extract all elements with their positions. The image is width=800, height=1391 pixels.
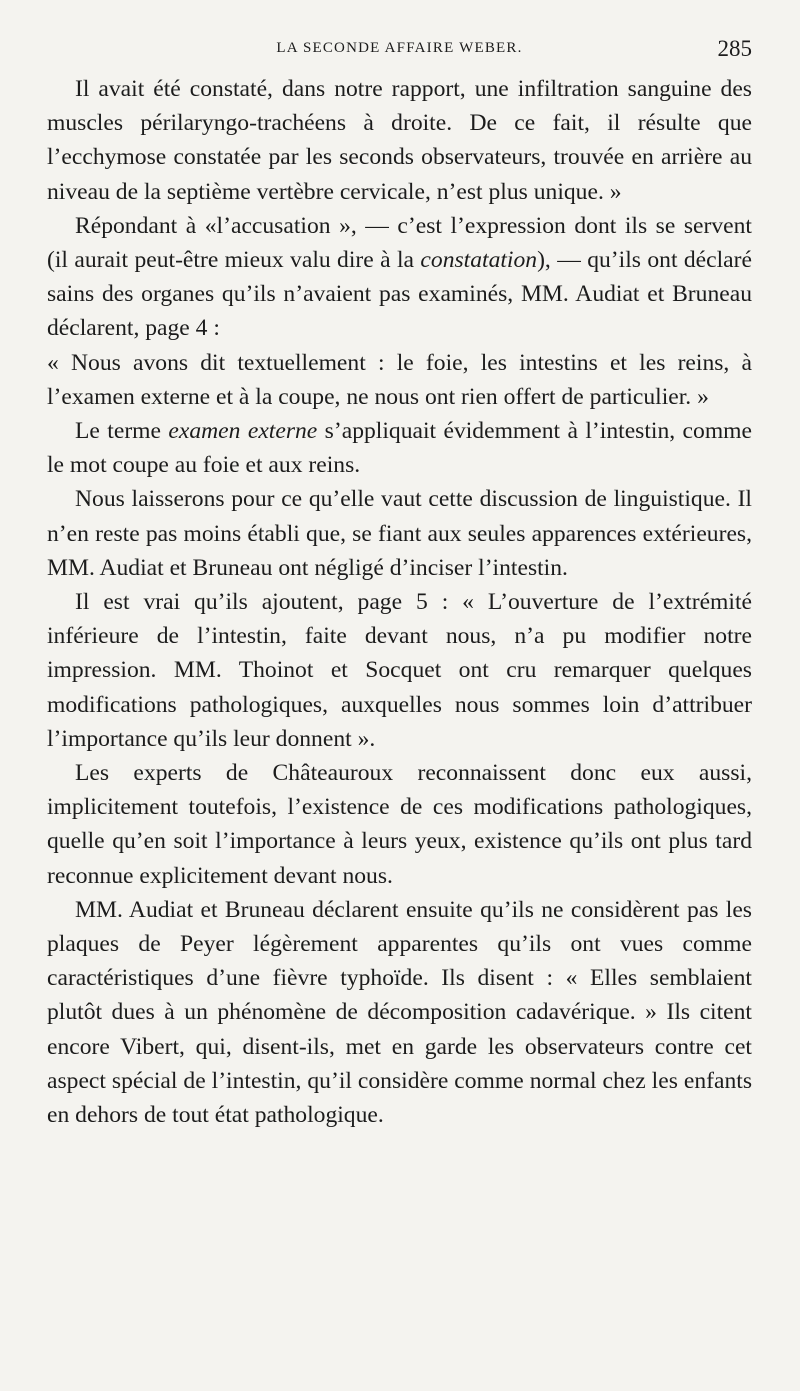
page-number: 285: [717, 36, 752, 61]
running-head: [47, 36, 752, 62]
paragraph-2-part-1: Répondant à «l’accusation », — c’est l’expression dont ils se servent (il aurait peut-être mieux valu dire à la: [47, 212, 752, 274]
paragraph-4-italic: examen externe: [168, 418, 318, 445]
paragraph-4: [47, 414, 752, 482]
paragraph-4-part-2: s’appliquait évidemment à l’intestin, comme le mot coupe au foie et aux reins.: [47, 418, 752, 479]
paragraph-3-quote: « Nous avons dit textuellement : le foie, les intestins et les reins, à l’examen externe et à la coupe, ne nous ont rien offert de particulier. »: [47, 349, 752, 410]
paragraph-6: Il est vrai qu’ils ajoutent, page 5 : « L’ouverture de l’extrémité inférieure de l’intestin, faite devant nous, n’a pu modifier notre impression. MM. Thoinot et Socquet ont cru remarquer quelques modifications pathologiques, auxquelles nous sommes loin d’attribuer l’importance qu’ils leur donnent ».: [47, 589, 752, 752]
body-text: [47, 72, 752, 1132]
paragraph-4-part-1: Le terme: [75, 418, 169, 445]
paragraph-5: Nous laisserons pour ce qu’elle vaut cette discussion de linguistique. Il n’en reste pas moins établi que, se fiant aux seules apparences extérieures, MM. Audiat et Bruneau ont négligé d’inciser l’intestin.: [47, 486, 752, 581]
paragraph-1: Il avait été constaté, dans notre rapport, une infiltration sanguine des muscles périlaryngo-trachéens à droite. De ce fait, il résulte que l’ecchymose constatée par les seconds observateurs, trouvée en arrière au niveau de la septième vertèbre cervicale, n’est plus unique. »: [47, 76, 752, 205]
paragraph-2: [47, 209, 752, 346]
paragraph-2-italic: constatation: [420, 247, 538, 274]
running-title: LA SECONDE AFFAIRE WEBER.: [276, 40, 523, 56]
paragraph-2-part-2: ), — qu’ils ont déclaré sains des organes qu’ils n’avaient pas examinés, MM. Audiat et Bruneau déclarent, page 4 :: [47, 247, 752, 342]
paragraph-7: Les experts de Châteauroux reconnaissent donc eux aussi, implicitement toutefois, l’existence de ces modifications pathologiques, quelle qu’en soit l’importance à leurs yeux, existence qu’ils ont plus tard reconnue explicitement devant nous.: [47, 760, 752, 889]
paragraph-8: MM. Audiat et Bruneau déclarent ensuite qu’ils ne considèrent pas les plaques de Peyer légèrement apparentes qu’ils ont vues comme caractéristiques d’une fièvre typhoïde. Ils disent : « Elles semblaient plutôt dues à un phénomène de décomposition cadavérique. » Ils citent encore Vibert, qui, disent-ils, met en garde les observateurs contre cet aspect spécial de l’intestin, qu’il considère comme normal chez les enfants en dehors de tout état pathologique.: [47, 896, 752, 1129]
